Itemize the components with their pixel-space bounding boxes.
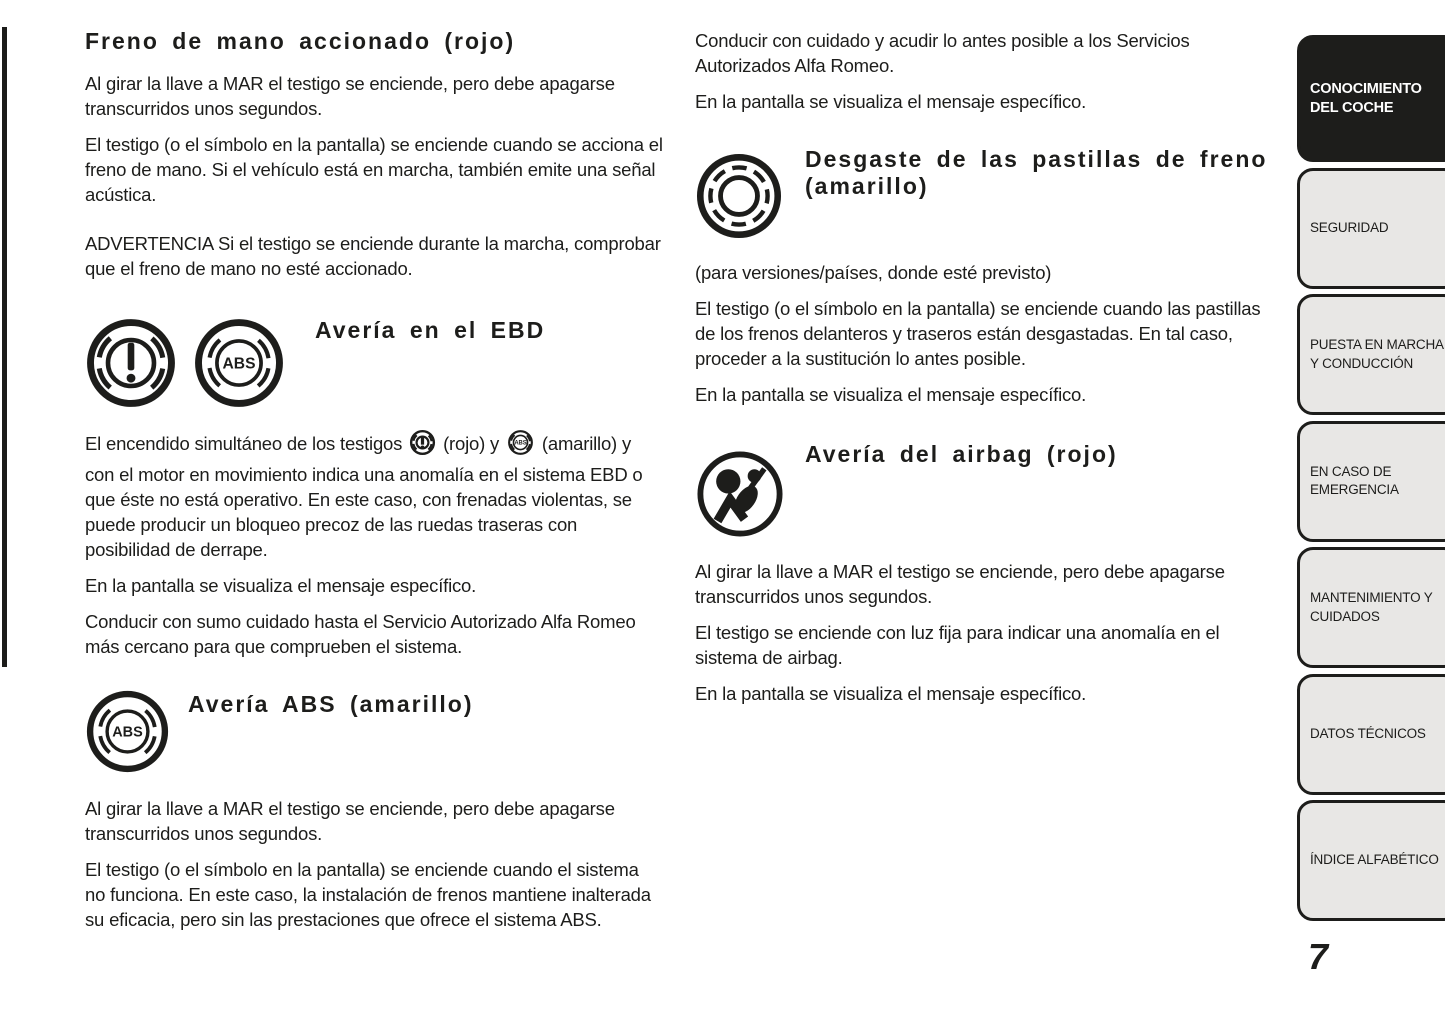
tab-conocimiento-del-coche[interactable] bbox=[1297, 35, 1445, 162]
text-segment: (rojo) y bbox=[438, 433, 504, 455]
paragraph-with-icons bbox=[85, 429, 663, 562]
airbag-icon bbox=[695, 449, 785, 539]
section-heading-handbrake: Freno de mano accionado (rojo) bbox=[85, 28, 516, 54]
paragraph: En la pantalla se visualiza el mensaje específico. bbox=[695, 683, 1087, 704]
tab-label: ÍNDICE ALFABÉTICO bbox=[1310, 852, 1439, 868]
text-segment: El encendido simultáneo de los testigos bbox=[85, 433, 408, 455]
tab-indice-alfabetico[interactable] bbox=[1297, 800, 1445, 921]
right-column bbox=[695, 28, 1275, 717]
text-segment: (amarillo) y con el motor en movimiento indica una anomalía en el sistema EBD o que éste no está operativo. En este caso, con frenadas violentas, se puede producir un bloqueo precoz de las ruedas traseras con posibilidad de derrape. bbox=[85, 433, 643, 561]
paragraph: El testigo (o el símbolo en la pantalla) se enciende cuando se acciona el freno de mano. Si el vehículo está en marcha, también emite una señal acústica. bbox=[85, 134, 663, 206]
paragraph: En la pantalla se visualiza el mensaje específico. bbox=[695, 91, 1087, 112]
section-heading-ebd: Avería en el EBD bbox=[315, 317, 546, 344]
tab-seguridad[interactable] bbox=[1297, 168, 1445, 289]
section-heading-abs: Avería ABS (amarillo) bbox=[188, 691, 474, 718]
svg-text:ABS: ABS bbox=[112, 724, 143, 741]
page-edge-line bbox=[2, 27, 7, 667]
svg-text:ABS: ABS bbox=[514, 440, 527, 447]
paragraph-note: (para versiones/países, donde esté previsto) bbox=[695, 262, 1052, 283]
paragraph: En la pantalla se visualiza el mensaje específico. bbox=[85, 575, 477, 597]
tab-label: CONOCIMIENTO DEL COCHE bbox=[1310, 80, 1422, 116]
section-heading-airbag: Avería del airbag (rojo) bbox=[805, 441, 1118, 467]
ebd-section-header bbox=[85, 317, 663, 409]
section-heading-brake-pads: Desgaste de las pastillas de freno (amarillo) bbox=[805, 146, 1268, 200]
paragraph: Al girar la llave a MAR el testigo se enciende, pero debe apagarse transcurridos unos segundos. bbox=[695, 561, 1225, 607]
abs-warning-icon bbox=[193, 317, 285, 409]
tab-label: PUESTA EN MARCHA Y CONDUCCIÓN bbox=[1310, 337, 1444, 371]
svg-text:ABS: ABS bbox=[222, 355, 256, 373]
abs-section-header bbox=[85, 689, 663, 774]
tab-en-caso-de-emergencia[interactable] bbox=[1297, 421, 1445, 542]
tab-label: EN CASO DE EMERGENCIA bbox=[1310, 463, 1399, 497]
tab-datos-tecnicos[interactable] bbox=[1297, 674, 1445, 795]
paragraph: En la pantalla se visualiza el mensaje específico. bbox=[695, 384, 1087, 405]
brake-warning-inline-icon bbox=[409, 429, 436, 462]
paragraph-warning: ADVERTENCIA Si el testigo se enciende durante la marcha, comprobar que el freno de mano no esté accionado. bbox=[85, 233, 661, 280]
tab-label: SEGURIDAD bbox=[1310, 219, 1389, 235]
tab-mantenimiento-y-cuidados[interactable] bbox=[1297, 547, 1445, 668]
paragraph: Al girar la llave a MAR el testigo se enciende, pero debe apagarse transcurridos unos segundos. bbox=[85, 798, 615, 845]
tab-label: MANTENIMIENTO Y CUIDADOS bbox=[1310, 590, 1433, 624]
chapter-tabs bbox=[1297, 35, 1445, 921]
paragraph: El testigo (o el símbolo en la pantalla) se enciende cuando las pastillas de los frenos delanteros y traseros están desgastadas. En tal caso, proceder a la sustitución lo antes posible. bbox=[695, 298, 1261, 369]
abs-warning-icon bbox=[85, 689, 170, 774]
paragraph: El testigo se enciende con luz fija para indicar una anomalía en el sistema de airbag. bbox=[695, 622, 1220, 668]
page-number: 7 bbox=[1308, 936, 1329, 977]
brake-warning-icon bbox=[85, 317, 177, 409]
tab-label: DATOS TÉCNICOS bbox=[1310, 725, 1426, 741]
abs-inline-icon bbox=[506, 429, 535, 462]
tab-puesta-en-marcha-y-conduccion[interactable] bbox=[1297, 294, 1445, 415]
paragraph: El testigo (o el símbolo en la pantalla) se enciende cuando el sistema no funciona. En este caso, la instalación de frenos mantiene inalterada su eficacia, pero sin las prestaciones que ofrece el sistema ABS. bbox=[85, 859, 651, 931]
paragraph: Al girar la llave a MAR el testigo se enciende, pero debe apagarse transcurridos unos segundos. bbox=[85, 73, 615, 120]
airbag-section-header bbox=[695, 441, 1275, 539]
paragraph: Conducir con sumo cuidado hasta el Servicio Autorizado Alfa Romeo más cercano para que comprueben el sistema. bbox=[85, 611, 636, 658]
brake-pads-icon bbox=[695, 152, 783, 240]
left-column bbox=[85, 28, 663, 943]
paragraph: Conducir con cuidado y acudir lo antes posible a los Servicios Autorizados Alfa Romeo. bbox=[695, 30, 1190, 76]
brake-pads-section-header bbox=[695, 146, 1275, 240]
